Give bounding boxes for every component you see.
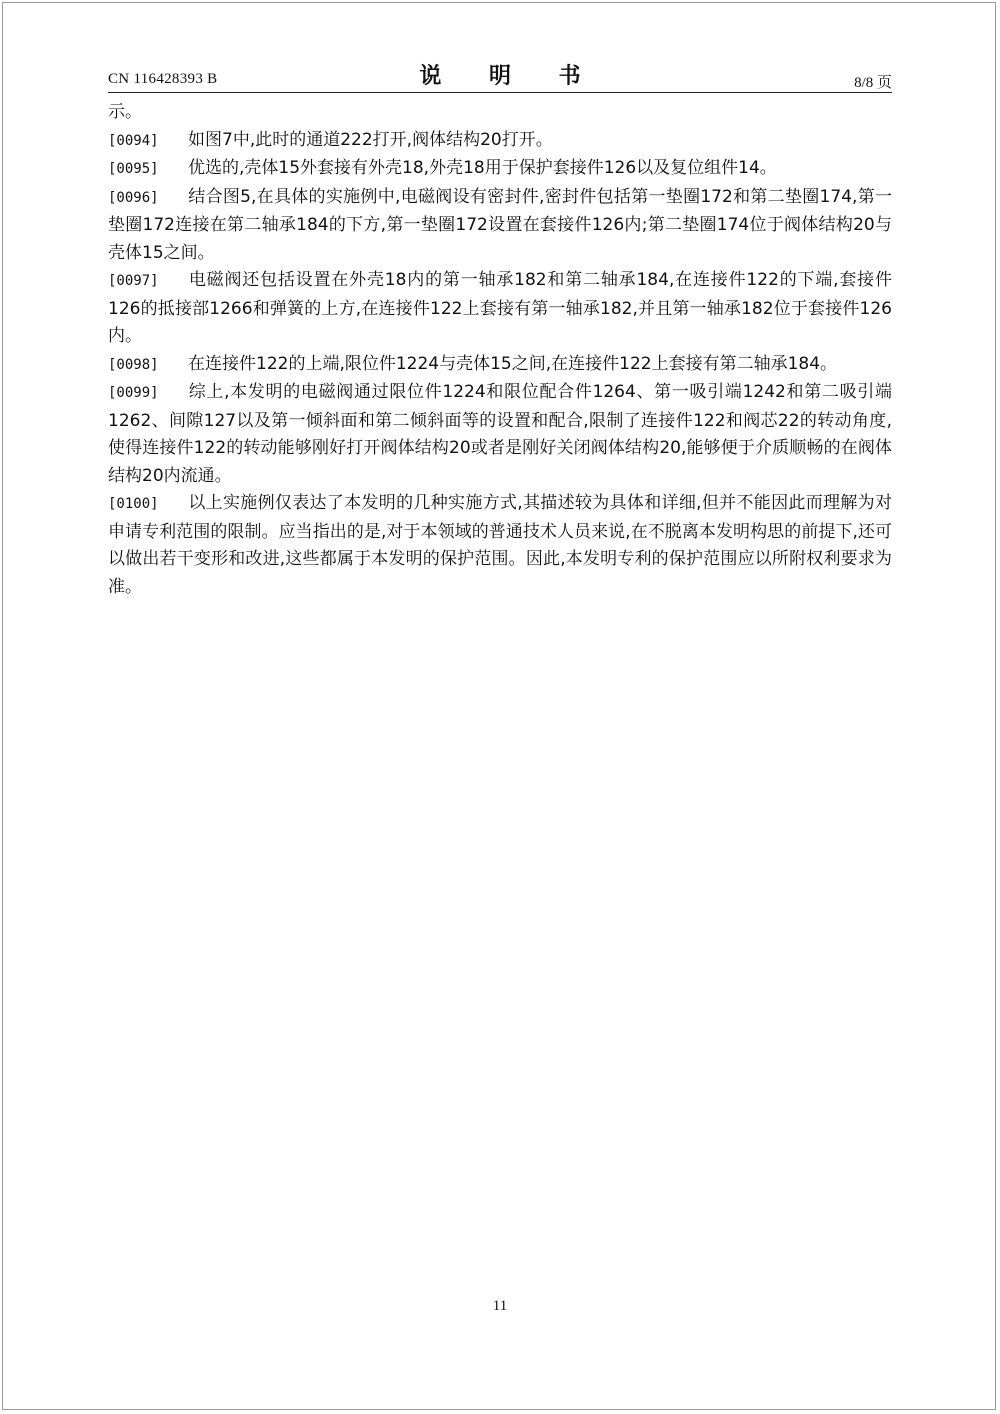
- paragraph-0096: [108, 184, 892, 268]
- page-indicator: 8/8 页: [854, 75, 892, 91]
- paragraph-text: 综上,本发明的电磁阀通过限位件1224和限位配合件1264、第一吸引端1242和第二吸引端1262、间隙127以及第一倾斜面和第二倾斜面等的设置和配合,限制了连接件122和阀芯22的转动角度,使得连接件122的转动能够刚好打开阀体结构20或者是刚好关闭阀体结构20,能够便于介质顺畅的在阀体结构20内流通。: [108, 382, 892, 486]
- footer-page-number: 11: [492, 1298, 508, 1314]
- paragraph-number: [0095]: [108, 161, 159, 177]
- page-header: [108, 56, 892, 90]
- paragraph-number: [0096]: [108, 189, 159, 206]
- paragraph-text: 结合图5,在具体的实施例中,电磁阀设有密封件,密封件包括第一垫圈172和第二垫圈174,第一垫圈172连接在第二轴承184的下方,第一垫圈172设置在套接件126内;第二垫圈174位于阀体结构20与壳体15之间。: [108, 186, 892, 263]
- paragraph-text: 电磁阀还包括设置在外壳18内的第一轴承182和第二轴承184,在连接件122的下端,套接件126的抵接部1266和弹簧的上方,在连接件122上套接有第一轴承182,并且第一轴承182位于套接件126内。: [108, 270, 892, 346]
- paragraph-0097: [108, 267, 892, 351]
- header-divider: [108, 92, 892, 93]
- paragraph-text: 在连接件122的上端,限位件1224与壳体15之间,在连接件122上套接有第二轴承184。: [188, 353, 838, 374]
- continuation-text: 示。: [108, 102, 142, 122]
- document-body: [108, 99, 892, 601]
- paragraph-text: 如图7中,此时的通道222打开,阀体结构20打开。: [188, 129, 553, 150]
- paragraph-0098: [108, 351, 892, 380]
- paragraph-number: [0097]: [108, 273, 159, 289]
- paragraph-text: 优选的,壳体15外套接有外壳18,外壳18用于保护套接件126以及复位组件14。: [188, 158, 777, 178]
- document-title: 说 明 书: [419, 64, 601, 89]
- paragraph-number: [0094]: [108, 132, 159, 149]
- paragraph-number: [0100]: [108, 496, 159, 512]
- paragraph-0095: [108, 155, 892, 184]
- paragraph-0100: [108, 490, 892, 601]
- paragraph-0094: [108, 127, 892, 156]
- paragraph-text: 以上实施例仅表达了本发明的几种实施方式,其描述较为具体和详细,但并不能因此而理解为对申请专利范围的限制。应当指出的是,对于本领域的普通技术人员来说,在不脱离本发明构思的前提下,还可以做出若干变形和改进,这些都属于本发明的保护范围。因此,本发明专利的保护范围应以所附权利要求为准。: [108, 493, 892, 597]
- publication-number: CN 116428393 B: [108, 71, 218, 87]
- paragraph-number: [0099]: [108, 385, 159, 401]
- paragraph-0099: [108, 379, 892, 490]
- paragraph-number: [0098]: [108, 356, 159, 373]
